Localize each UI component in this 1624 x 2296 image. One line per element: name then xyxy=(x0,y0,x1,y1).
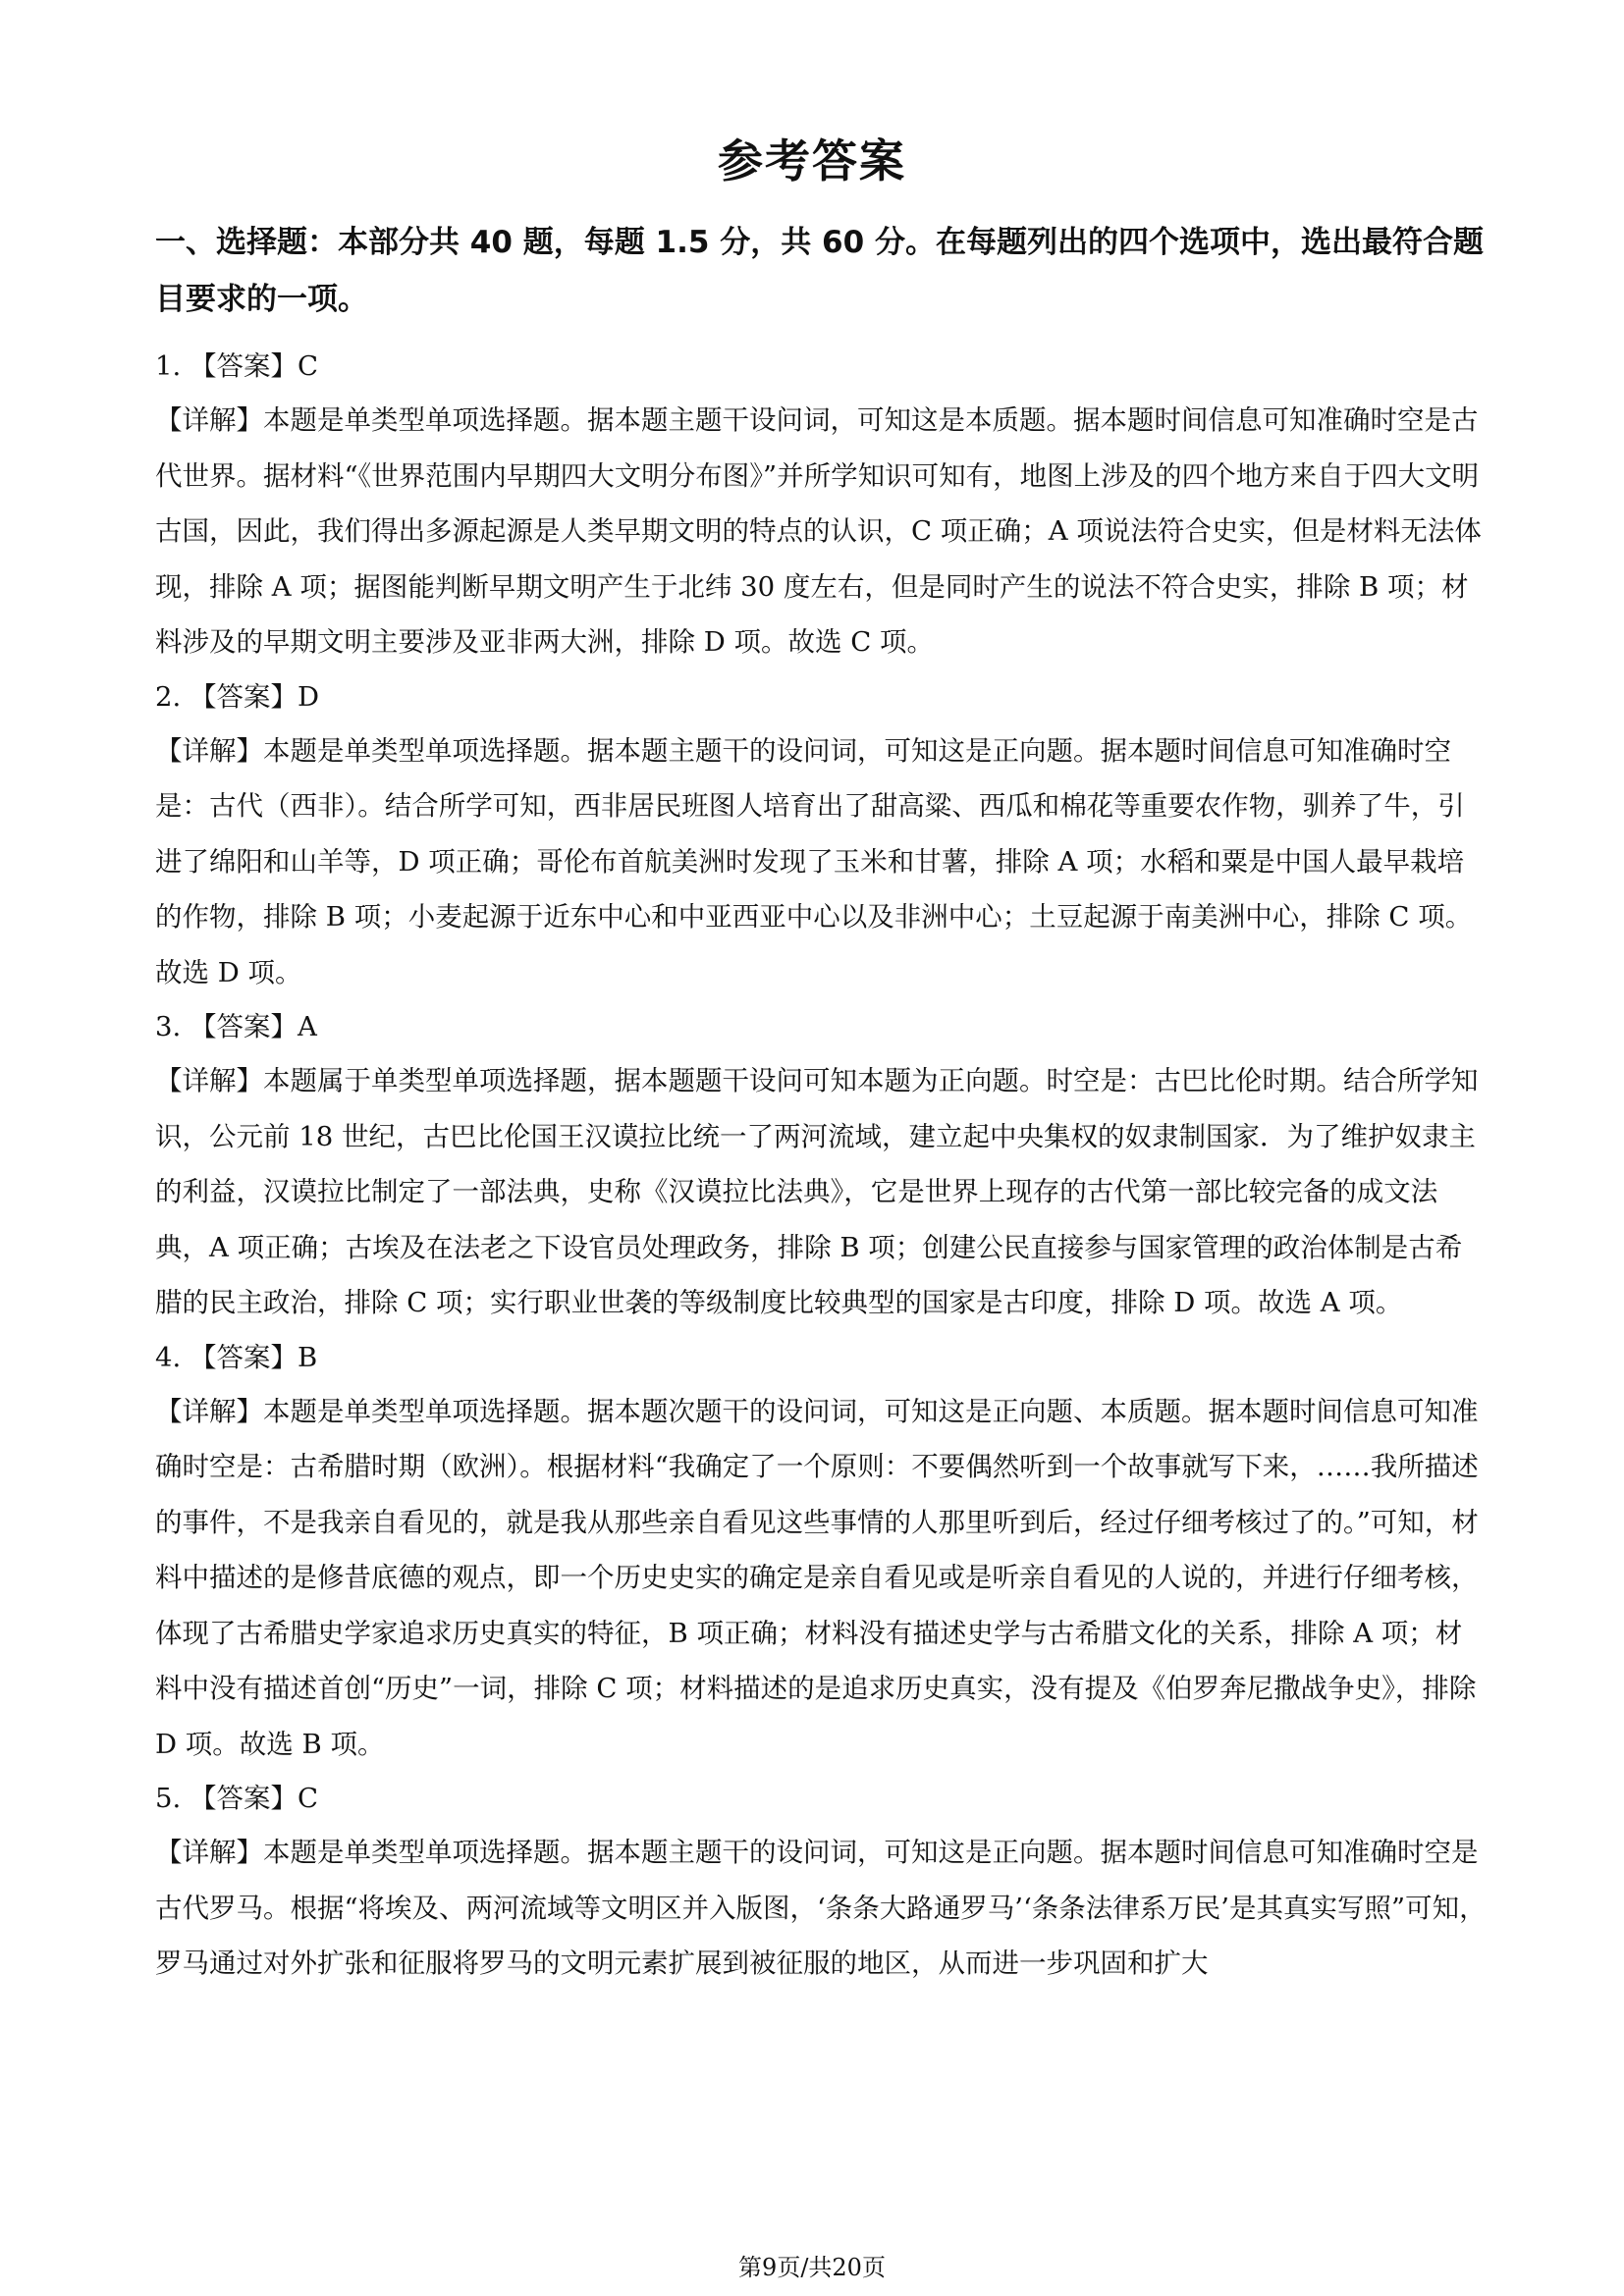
question-4 xyxy=(155,1331,1487,1773)
answer-line-5: 5. 【答案】C xyxy=(155,1783,319,1814)
detail-paragraph-5: 【详解】本题是单类型单项选择题。据本题主题干的设问词，可知这是正向题。据本题时间信息可知准确时空是古代罗马。根据“将埃及、两河流域等文明区并入版图，‘条条大路通罗马’‘条条法律系万民’是其真实写照”可知，罗马通过对外扩张和征服将罗马的文明元素扩展到被征服的地区，从而进一步巩固和扩大 xyxy=(155,1837,1487,1979)
question-5 xyxy=(155,1772,1487,1992)
detail-paragraph-3: 【详解】本题属于单类型单项选择题，据本题题干设问可知本题为正向题。时空是：古巴比伦时期。结合所学知识，公元前 18 世纪，古巴比伦国王汉谟拉比统一了两河流域，建立起中央集权的奴隶制国家．为了维护奴隶主的利益，汉谟拉比制定了一部法典，史称《汉谟拉比法典》，它是世界上现存的古代第一部比较完备的成文法典，A 项正确；古埃及在法老之下设官员处理政务，排除 B 项；创建公民直接参与国家管理的政治体制是古希腊的民主政治，排除 C 项；实行职业世袭的等级制度比较典型的国家是古印度，排除 D 项。故选 A 项。 xyxy=(155,1065,1479,1318)
detail-paragraph-1: 【详解】本题是单类型单项选择题。据本题主题干设问词，可知这是本质题。据本题时间信息可知准确时空是古代世界。据材料“《世界范围内早期四大文明分布图》”并所学知识可知有，地图上涉及的四个地方来自于四大文明古国，因此，我们得出多源起源是人类早期文明的特点的认识，C 项正确；A 项说法符合史实，但是材料无法体现，排除 A 项；据图能判断早期文明产生于北纬 30 度左右，但是同时产生的说法不符合史实，排除 B 项；材料涉及的早期文明主要涉及亚非两大洲，排除 D 项。故选 C 项。 xyxy=(155,404,1482,658)
answer-line-4: 4. 【答案】B xyxy=(155,1341,318,1373)
detail-paragraph-4: 【详解】本题是单类型单项选择题。据本题次题干的设问词，可知这是正向题、本质题。据本题时间信息可知准确时空是：古希腊时期（欧洲）。根据材料“我确定了一个原则：不要偶然听到一个故事就写下来，……我所描述的事件，不是我亲自看见的，就是我从那些亲自看见这些事情的人那里听到后，经过仔细考核过了的。”可知，材料中描述的是修昔底德的观点，即一个历史史实的确定是亲自看见或是听亲自看见的人说的，并进行仔细考核，体现了古希腊史学家追求历史真实的特征，B 项正确；材料没有描述史学与古希腊文化的关系，排除 A 项；材料中没有描述首创“历史”一词，排除 C 项；材料描述的是追求历史真实，没有提及《伯罗奔尼撒战争史》，排除 D 项。故选 B 项。 xyxy=(155,1395,1479,1760)
question-3 xyxy=(155,1000,1487,1331)
detail-paragraph-2: 【详解】本题是单类型单项选择题。据本题主题干的设问词，可知这是正向题。据本题时间信息可知准确时空是：古代（西非）。结合所学可知，西非居民班图人培育出了甜高粱、西瓜和棉花等重要农作物，驯养了牛，引进了绵阳和山羊等，D 项正确；哥伦布首航美洲时发现了玉米和甘薯，排除 A 项；水稻和粟是中国人最早栽培的作物，排除 B 项；小麦起源于近东中心和中亚西亚中心以及非洲中心；土豆起源于南美洲中心，排除 C 项。故选 D 项。 xyxy=(155,734,1473,988)
question-2 xyxy=(155,670,1487,1001)
answer-line-2: 2. 【答案】D xyxy=(155,680,320,713)
answers-content xyxy=(155,340,1487,1992)
section-heading: 一、选择题：本部分共 40 题，每题 1.5 分，共 60 分。在每题列出的四个选项中，选出最符合题目要求的一项。 xyxy=(155,225,1484,317)
answer-line-3: 3. 【答案】A xyxy=(155,1011,317,1042)
answer-line-1: 1. 【答案】C xyxy=(155,350,319,382)
page-title: 参考答案 xyxy=(718,134,906,187)
page-number-footer: 第9页/共20页 xyxy=(738,2254,886,2281)
question-1 xyxy=(155,340,1487,670)
